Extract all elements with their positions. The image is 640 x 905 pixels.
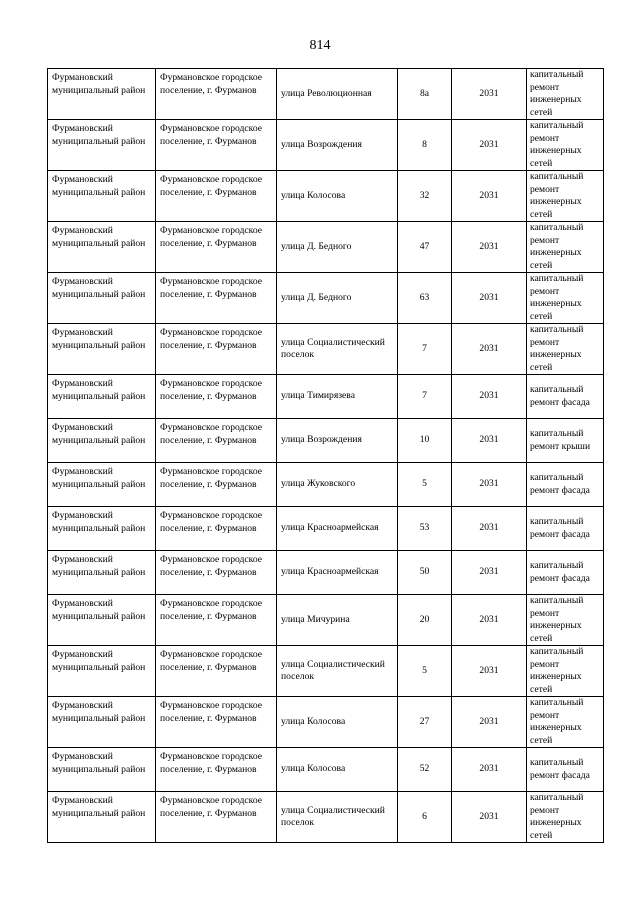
table-row [48,697,604,748]
district-cell: Фурмановский муниципальный район [48,120,156,171]
district-cell: Фурмановский муниципальный район [48,697,156,748]
house-number-cell: 53 [398,507,452,551]
settlement-cell: Фурмановское городское поселение, г. Фурманов [156,69,277,120]
table-row [48,646,604,697]
year-cell: 2031 [452,120,527,171]
work-type-cell: капитальный ремонт инженерных сетей [527,69,604,120]
settlement-cell: Фурмановское городское поселение, г. Фурманов [156,646,277,697]
table-row [48,551,604,595]
settlement-cell: Фурмановское городское поселение, г. Фурманов [156,324,277,375]
work-type-cell: капитальный ремонт инженерных сетей [527,792,604,843]
district-cell: Фурмановский муниципальный район [48,748,156,792]
year-cell: 2031 [452,419,527,463]
house-number-cell: 52 [398,748,452,792]
street-cell: улица Жуковского [277,463,398,507]
table-row [48,222,604,273]
work-type-cell: капитальный ремонт инженерных сетей [527,222,604,273]
street-cell: улица Красноармейская [277,507,398,551]
house-number-cell: 50 [398,551,452,595]
district-cell: Фурмановский муниципальный район [48,792,156,843]
house-number-cell: 6 [398,792,452,843]
settlement-cell: Фурмановское городское поселение, г. Фурманов [156,375,277,419]
house-number-cell: 5 [398,646,452,697]
settlement-cell: Фурмановское городское поселение, г. Фурманов [156,748,277,792]
work-type-cell: капитальный ремонт инженерных сетей [527,646,604,697]
district-cell: Фурмановский муниципальный район [48,324,156,375]
work-type-cell: капитальный ремонт инженерных сетей [527,120,604,171]
year-cell: 2031 [452,551,527,595]
table-row [48,171,604,222]
work-type-cell: капитальный ремонт фасада [527,551,604,595]
street-cell: улица Возрождения [277,120,398,171]
street-cell: улица Д. Бедного [277,222,398,273]
year-cell: 2031 [452,273,527,324]
year-cell: 2031 [452,463,527,507]
work-type-cell: капитальный ремонт инженерных сетей [527,324,604,375]
district-cell: Фурмановский муниципальный район [48,222,156,273]
house-number-cell: 47 [398,222,452,273]
street-cell: улица Тимирязева [277,375,398,419]
house-number-cell: 5 [398,463,452,507]
work-type-cell: капитальный ремонт крыши [527,419,604,463]
table-row [48,463,604,507]
street-cell: улица Революционная [277,69,398,120]
street-cell: улица Колосова [277,697,398,748]
district-cell: Фурмановский муниципальный район [48,375,156,419]
street-cell: улица Красноармейская [277,551,398,595]
district-cell: Фурмановский муниципальный район [48,69,156,120]
work-type-cell: капитальный ремонт инженерных сетей [527,171,604,222]
settlement-cell: Фурмановское городское поселение, г. Фурманов [156,551,277,595]
district-cell: Фурмановский муниципальный район [48,507,156,551]
house-number-cell: 8 [398,120,452,171]
settlement-cell: Фурмановское городское поселение, г. Фурманов [156,419,277,463]
street-cell: улица Возрождения [277,419,398,463]
settlement-cell: Фурмановское городское поселение, г. Фурманов [156,792,277,843]
year-cell: 2031 [452,324,527,375]
year-cell: 2031 [452,697,527,748]
year-cell: 2031 [452,69,527,120]
street-cell: улица Колосова [277,171,398,222]
year-cell: 2031 [452,507,527,551]
table-row [48,324,604,375]
table-row [48,507,604,551]
settlement-cell: Фурмановское городское поселение, г. Фурманов [156,595,277,646]
settlement-cell: Фурмановское городское поселение, г. Фурманов [156,273,277,324]
street-cell: улица Колосова [277,748,398,792]
repair-schedule-table [47,68,604,843]
district-cell: Фурмановский муниципальный район [48,419,156,463]
street-cell: улица Социалистический поселок [277,324,398,375]
district-cell: Фурмановский муниципальный район [48,551,156,595]
street-cell: улица Мичурина [277,595,398,646]
work-type-cell: капитальный ремонт фасада [527,463,604,507]
street-cell: улица Социалистический поселок [277,792,398,843]
house-number-cell: 7 [398,324,452,375]
settlement-cell: Фурмановское городское поселение, г. Фурманов [156,171,277,222]
district-cell: Фурмановский муниципальный район [48,171,156,222]
settlement-cell: Фурмановское городское поселение, г. Фурманов [156,697,277,748]
table-row [48,419,604,463]
settlement-cell: Фурмановское городское поселение, г. Фурманов [156,507,277,551]
table-body [48,69,604,843]
year-cell: 2031 [452,222,527,273]
house-number-cell: 20 [398,595,452,646]
work-type-cell: капитальный ремонт фасада [527,507,604,551]
work-type-cell: капитальный ремонт фасада [527,375,604,419]
table-row [48,375,604,419]
street-cell: улица Д. Бедного [277,273,398,324]
work-type-cell: капитальный ремонт инженерных сетей [527,595,604,646]
district-cell: Фурмановский муниципальный район [48,646,156,697]
table-row [48,748,604,792]
year-cell: 2031 [452,375,527,419]
table-row [48,595,604,646]
table-row [48,273,604,324]
settlement-cell: Фурмановское городское поселение, г. Фурманов [156,222,277,273]
house-number-cell: 32 [398,171,452,222]
work-type-cell: капитальный ремонт инженерных сетей [527,273,604,324]
house-number-cell: 7 [398,375,452,419]
district-cell: Фурмановский муниципальный район [48,273,156,324]
house-number-cell: 10 [398,419,452,463]
table-row [48,69,604,120]
work-type-cell: капитальный ремонт инженерных сетей [527,697,604,748]
year-cell: 2031 [452,171,527,222]
work-type-cell: капитальный ремонт фасада [527,748,604,792]
table-row [48,792,604,843]
year-cell: 2031 [452,748,527,792]
house-number-cell: 8а [398,69,452,120]
page-number: 814 [309,38,331,53]
year-cell: 2031 [452,792,527,843]
year-cell: 2031 [452,646,527,697]
house-number-cell: 63 [398,273,452,324]
settlement-cell: Фурмановское городское поселение, г. Фурманов [156,463,277,507]
table-row [48,120,604,171]
house-number-cell: 27 [398,697,452,748]
street-cell: улица Социалистический поселок [277,646,398,697]
district-cell: Фурмановский муниципальный район [48,595,156,646]
year-cell: 2031 [452,595,527,646]
settlement-cell: Фурмановское городское поселение, г. Фурманов [156,120,277,171]
district-cell: Фурмановский муниципальный район [48,463,156,507]
